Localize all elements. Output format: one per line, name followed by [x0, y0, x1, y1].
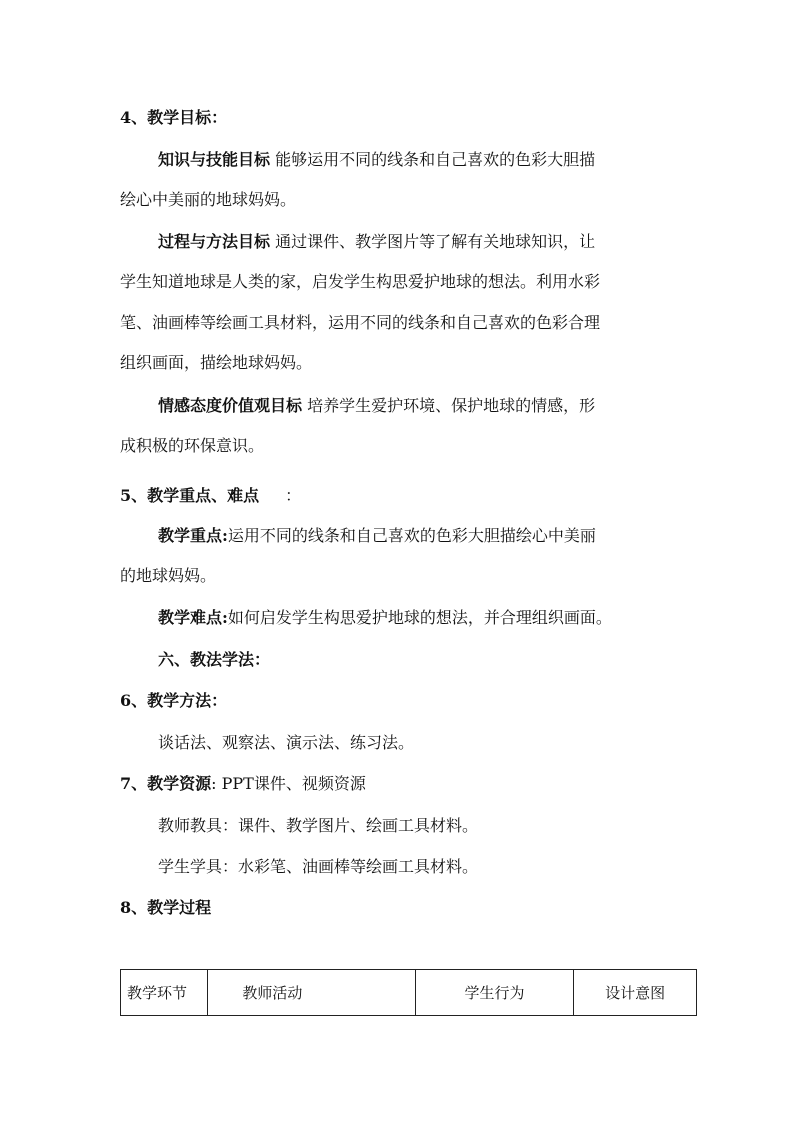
teacher-tools: 教师教具：课件、教学图片、绘画工具材料。	[158, 816, 479, 835]
section-8-heading: 8、教学过程	[120, 898, 212, 917]
difficulty-point: 教学难点:如何启发学生构思爱护地球的想法，并合理组织画面。	[158, 608, 612, 627]
header-cell-intent: 设计意图	[574, 970, 697, 1016]
emotion-goal-label: 情感态度价值观目标	[158, 396, 303, 415]
student-tools: 学生学具：水彩笔、油画棒等绘画工具材料。	[158, 857, 479, 876]
knowledge-goal-cont: 绘心中美丽的地球妈妈。	[120, 190, 297, 209]
process-goal-cont-3: 组织画面，描绘地球妈妈。	[120, 353, 313, 372]
table-header-row	[121, 970, 697, 1016]
process-goal-cont-1: 学生知道地球是人类的家，启发学生构思爱护地球的想法。利用水彩	[120, 272, 601, 291]
key-point-cont: 的地球妈妈。	[120, 566, 217, 585]
teaching-process-table	[120, 969, 697, 1016]
emotion-goal-cont: 成积极的环保意识。	[120, 436, 265, 455]
header-cell-teacher: 教师活动	[208, 970, 415, 1016]
emotion-goal: 情感态度价值观目标 培养学生爱护环境、保护地球的情感，形	[158, 396, 596, 415]
header-cell-stage: 教学环节	[121, 970, 208, 1016]
difficulty-point-label: 教学难点:	[158, 608, 228, 627]
process-goal-cont-2: 笔、油画棒等绘画工具材料，运用不同的线条和自己喜欢的色彩合理	[120, 313, 601, 332]
section-4-heading: 4、教学目标：	[120, 108, 228, 127]
section-6-heading: 6、教学方法：	[120, 691, 228, 710]
teaching-methods: 谈话法、观察法、演示法、练习法。	[158, 733, 415, 752]
process-goal: 过程与方法目标 通过课件、教学图片等了解有关地球知识，让	[158, 232, 596, 251]
process-goal-label: 过程与方法目标	[158, 232, 271, 251]
header-cell-student: 学生行为	[415, 970, 574, 1016]
section-7-heading: 7、教学资源: PPT课件、视频资源	[120, 774, 366, 793]
key-point: 教学重点:运用不同的线条和自己喜欢的色彩大胆描绘心中美丽	[158, 526, 596, 545]
knowledge-goal-label: 知识与技能目标	[158, 150, 271, 169]
key-point-label: 教学重点:	[158, 526, 228, 545]
knowledge-goal: 知识与技能目标 能够运用不同的线条和自己喜欢的色彩大胆描	[158, 150, 596, 169]
section-5-heading: 5、教学重点、难点 ：	[120, 486, 302, 505]
section-six-heading: 六、教法学法：	[158, 650, 271, 669]
